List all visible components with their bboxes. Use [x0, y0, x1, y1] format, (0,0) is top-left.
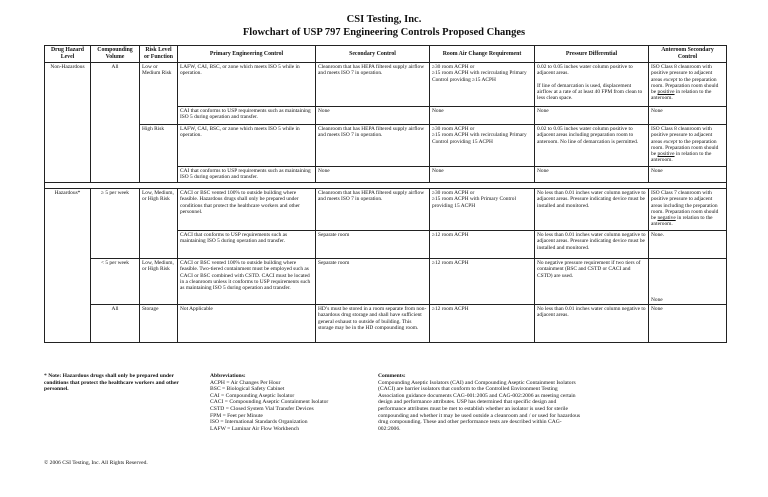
- secondary-cell: Cleanroom that has HEPA filtered supply airflow and meets ISO 7 in operation.: [316, 189, 430, 231]
- primary-cell: CACI or BSC vented 100% to outside building where feasible. Hazardous drugs shall only be prepared under conditions that protect the healthcare workers and other personnel.: [178, 189, 316, 231]
- ach-cell: ≥12 room ACPH: [430, 305, 535, 343]
- comments-text: Compounding Aseptic Isolators (CAI) and Compounding Aseptic Containment Isolators (CACI) are barrier isolators that conform to the Controlled Environment Testing Association guidance documents CAG-001:2005 and CAG-002:2006 as meeting certain design and performance attributes. USP has determined that specific design and performance attributes must be met to establish whether an isolator is used for sterile compounding and whether it may be used outside a cleanroom and / or used for hazardous drug compounding. These and other performance tests are described within CAG-002:2006.: [378, 379, 581, 432]
- table-row: [45, 189, 727, 231]
- anteroom-cell: ISO Class 7 cleanroom with positive pressure to adjacent areas including the preparation room. Preparation room should be negative in relation to the anteroom.: [649, 189, 727, 231]
- anteroom-cell: None: [649, 259, 727, 305]
- header-row: [45, 46, 727, 63]
- volume-all: All: [91, 63, 140, 183]
- risk-low-medium: Low or Medium Risk: [140, 63, 178, 125]
- secondary-cell: Cleanroom that has HEPA filtered supply airflow and meets ISO 7 in operation.: [316, 125, 430, 167]
- col-risk: Risk Level or Function: [140, 46, 178, 63]
- abbreviation: CACI = Compounding Aseptic Containment Isolator: [210, 399, 329, 406]
- secondary-cell: Separate room: [316, 259, 430, 305]
- abbreviation: ACPH = Air Changes Per Hour: [210, 379, 281, 386]
- table-row: [45, 125, 727, 167]
- company-name: CSI Testing, Inc.: [346, 14, 422, 25]
- primary-cell: LAFW, CAI, BSC, or zone which meets ISO 5 while in operation.: [178, 63, 316, 107]
- risk-storage: Storage: [140, 305, 178, 343]
- ach-cell: ≥12 room ACPH: [430, 259, 535, 305]
- pressure-cell: None: [535, 107, 649, 125]
- abbreviation: CSTD = Closed System Vial Transfer Devices: [210, 405, 314, 412]
- ach-cell: ≥30 room ACPH or ≥15 room ACPH with recirculating Primary Control providing ≥15 ACPH: [430, 63, 535, 107]
- risk-low-medium-high: Low, Medium, or High Risk: [140, 189, 178, 259]
- document-title: Flowchart of USP 797 Engineering Controls Proposed Changes: [242, 27, 526, 38]
- abbreviation: ISO = International Standards Organization: [210, 419, 308, 426]
- ach-cell: None: [430, 167, 535, 183]
- comments-title: Comments:: [378, 373, 406, 379]
- anteroom-cell: None: [649, 167, 727, 183]
- abbreviations-title: Abbreviations:: [210, 373, 246, 379]
- copyright: © 2006 CSI Testing, Inc. All Rights Reserved.: [44, 460, 148, 466]
- col-hazard: Drug Hazard Level: [45, 46, 91, 63]
- pressure-cell: No less than 0.01 inches water column negative to adjacent areas. Pressure indicating device must be installed and monitored.: [535, 189, 649, 231]
- col-pressure: Pressure Differential: [535, 46, 649, 63]
- primary-cell: CAI that conforms to USP requirements such as maintaining ISO 5 during operation and transfer.: [178, 167, 316, 183]
- risk-high: High Risk: [140, 125, 178, 183]
- pressure-cell: None: [535, 167, 649, 183]
- abbreviation: LAFW = Laminar Air Flow Workbench: [210, 425, 300, 432]
- volume-high: ≥ 5 per week: [91, 189, 140, 259]
- primary-cell: CAI that conforms to USP requirements such as maintaining ISO 5 during operation and transfer.: [178, 107, 316, 125]
- col-primary: Primary Engineering Control: [178, 46, 316, 63]
- comments-section: [378, 373, 583, 432]
- pressure-cell: 0.02 to 0.05 inches water column positive to adjacent areas. If line of demarcation is used, displacement airflow at a rate of at least 40 FPM from clean to less clean space.: [535, 63, 649, 107]
- hazard-note: * Note: Hazardous drugs shall only be prepared under conditions that protect the healthcare workers and other personnel.: [44, 373, 179, 393]
- abbreviation: FPM = Feet per Minute: [210, 412, 263, 419]
- risk-low-medium-high: Low, Medium, or High Risk: [140, 259, 178, 305]
- col-secondary: Secondary Control: [316, 46, 430, 63]
- pressure-cell: No less than 0.01 inches water column negative to adjacent areas. Pressure indicating device must be installed and monitored.: [535, 231, 649, 259]
- pressure-cell: 0.02 to 0.05 inches water column positive to adjacent areas including preparation room to anteroom. No line of demarcation is permitted.: [535, 125, 649, 167]
- secondary-cell: None: [316, 107, 430, 125]
- anteroom-cell: ISO Class 8 cleanroom with positive pressure to adjacent areas except to the preparation room. Preparation room should be positive in relation to the anteroom.: [649, 125, 727, 167]
- anteroom-cell: ISO Class 8 cleanroom with positive pressure to adjacent areas except to the preparation room. Preparation room should be positive in relation to the anteroom.: [649, 63, 727, 107]
- secondary-cell: None: [316, 167, 430, 183]
- col-anteroom: Anteroom Secondary Control: [649, 46, 727, 63]
- primary-cell: LAFW, CAI, BSC, or zone which meets ISO 5 while in operation.: [178, 125, 316, 167]
- col-ach: Room Air Change Requirement: [430, 46, 535, 63]
- primary-cell: CACI that conforms to USP requirements such as maintaining ISO 5 during operation and transfer.: [178, 231, 316, 259]
- ach-cell: ≥30 room ACPH or ≥15 room ACPH with Primary Control providing 15 ACPH: [430, 189, 535, 231]
- abbreviations-section: [210, 373, 360, 432]
- table-row: [45, 259, 727, 305]
- pressure-cell: No negative pressure requirement if two tiers of containment (BSC and CSTD or CACI and CSTD) are used.: [535, 259, 649, 305]
- table-row: [45, 63, 727, 107]
- volume-low: < 5 per week: [91, 259, 140, 305]
- volume-all: All: [91, 305, 140, 343]
- col-volume: Compounding Volume: [91, 46, 140, 63]
- hazard-nonhazardous: Non-Hazardous: [45, 63, 91, 183]
- anteroom-cell: None: [649, 305, 727, 343]
- abbreviation: CAI = Compounding Aseptic Isolator: [210, 392, 295, 399]
- anteroom-cell: None.: [649, 231, 727, 259]
- ach-cell: ≥12 room ACPH: [430, 231, 535, 259]
- hazard-hazardous: Hazardous*: [45, 189, 91, 343]
- anteroom-cell: None: [649, 107, 727, 125]
- table-row: [45, 305, 727, 343]
- engineering-controls-table: [44, 45, 727, 343]
- primary-cell: Not Applicable: [178, 305, 316, 343]
- ach-cell: ≥30 room ACPH or ≥15 room ACPH with recirculating Primary Control providing 15 ACPH: [430, 125, 535, 167]
- pressure-cell: No less than 0.01 inches water column negative to adjacent areas.: [535, 305, 649, 343]
- secondary-cell: HD’s must be stored in a room separate from non-hazardous drug storage and shall have sufficient general exhaust to outside of building. This storage may be in the HD compounding room.: [316, 305, 430, 343]
- secondary-cell: Separate room: [316, 231, 430, 259]
- abbreviation: BSC = Biological Safety Cabinet: [210, 386, 285, 393]
- secondary-cell: Cleanroom that has HEPA filtered supply airflow and meets ISO 7 in operation.: [316, 63, 430, 107]
- ach-cell: None: [430, 107, 535, 125]
- primary-cell: CACI or BSC vented 100% to outside building where feasible. Two-tiered containment must be employed such as CACI or BSC combined with CSTD. CACI must be located in a cleanroom unless it conforms to USP requirements such as maintaining ISO 5 during operation and transfer.: [178, 259, 316, 305]
